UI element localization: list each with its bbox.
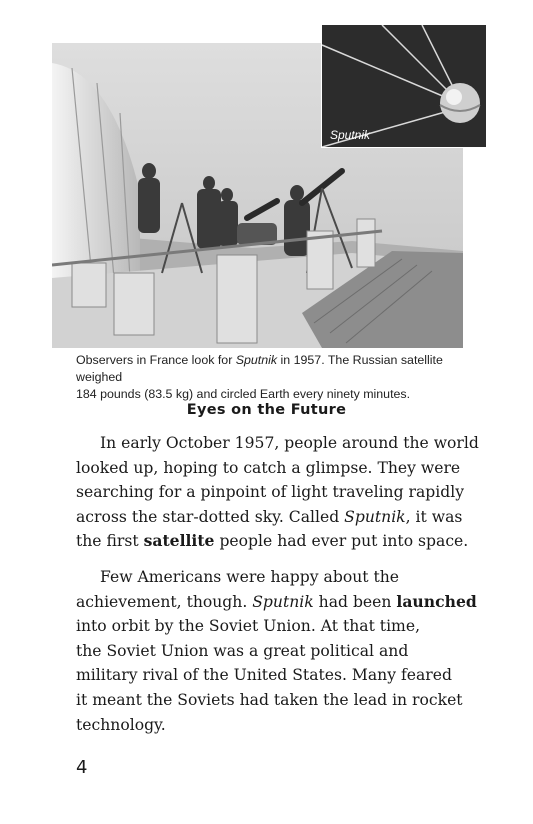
caption-text: 184 pounds (83.5 kg) and circled Earth every ninety minutes. xyxy=(76,387,411,401)
text-line: searching for a pinpoint of light traveling rapidly xyxy=(76,483,465,502)
text-run: people had ever put into space. xyxy=(214,532,469,551)
paragraph-2 xyxy=(76,565,477,737)
italic-term: Sputnik xyxy=(252,592,314,611)
glossary-term: launched xyxy=(396,591,477,611)
text-line: into orbit by the Soviet Union. At that time, xyxy=(76,617,421,636)
caption-emphasis: Sputnik xyxy=(235,353,278,367)
text-line: In early October 1957, people around the world xyxy=(100,434,479,452)
text-line xyxy=(76,505,468,530)
photo-caption xyxy=(76,352,466,403)
inset-caption: Sputnik xyxy=(330,128,371,142)
paragraph-1 xyxy=(76,431,479,554)
text-line xyxy=(76,590,477,615)
text-line: it meant the Soviets had taken the lead in rocket xyxy=(76,690,463,709)
text-run: achievement, though. xyxy=(76,592,253,611)
section-heading: Eyes on the Future xyxy=(186,402,347,418)
text-line: Few Americans were happy about the xyxy=(100,568,400,586)
text-run: across the star-dotted sky. Called xyxy=(76,507,345,526)
text-line: looked up, hoping to catch a glimpse. They were xyxy=(76,458,461,477)
italic-term: Sputnik xyxy=(344,507,406,526)
caption-text: in 1957. The Russian satellite weighed xyxy=(76,353,443,384)
text-line: military rival of the United States. Many feared xyxy=(76,666,452,685)
page-number: 4 xyxy=(76,757,88,778)
text-run: the first xyxy=(76,532,144,551)
caption-text: Observers in France look for xyxy=(76,353,236,367)
sputnik-inset-photo xyxy=(321,24,487,148)
text-run: , it was xyxy=(405,507,463,526)
text-line xyxy=(76,529,468,554)
text-run: had been xyxy=(313,592,397,611)
glossary-term: satellite xyxy=(143,531,215,551)
text-line: the Soviet Union was a great political and xyxy=(76,641,409,660)
text-line: technology. xyxy=(76,715,166,734)
